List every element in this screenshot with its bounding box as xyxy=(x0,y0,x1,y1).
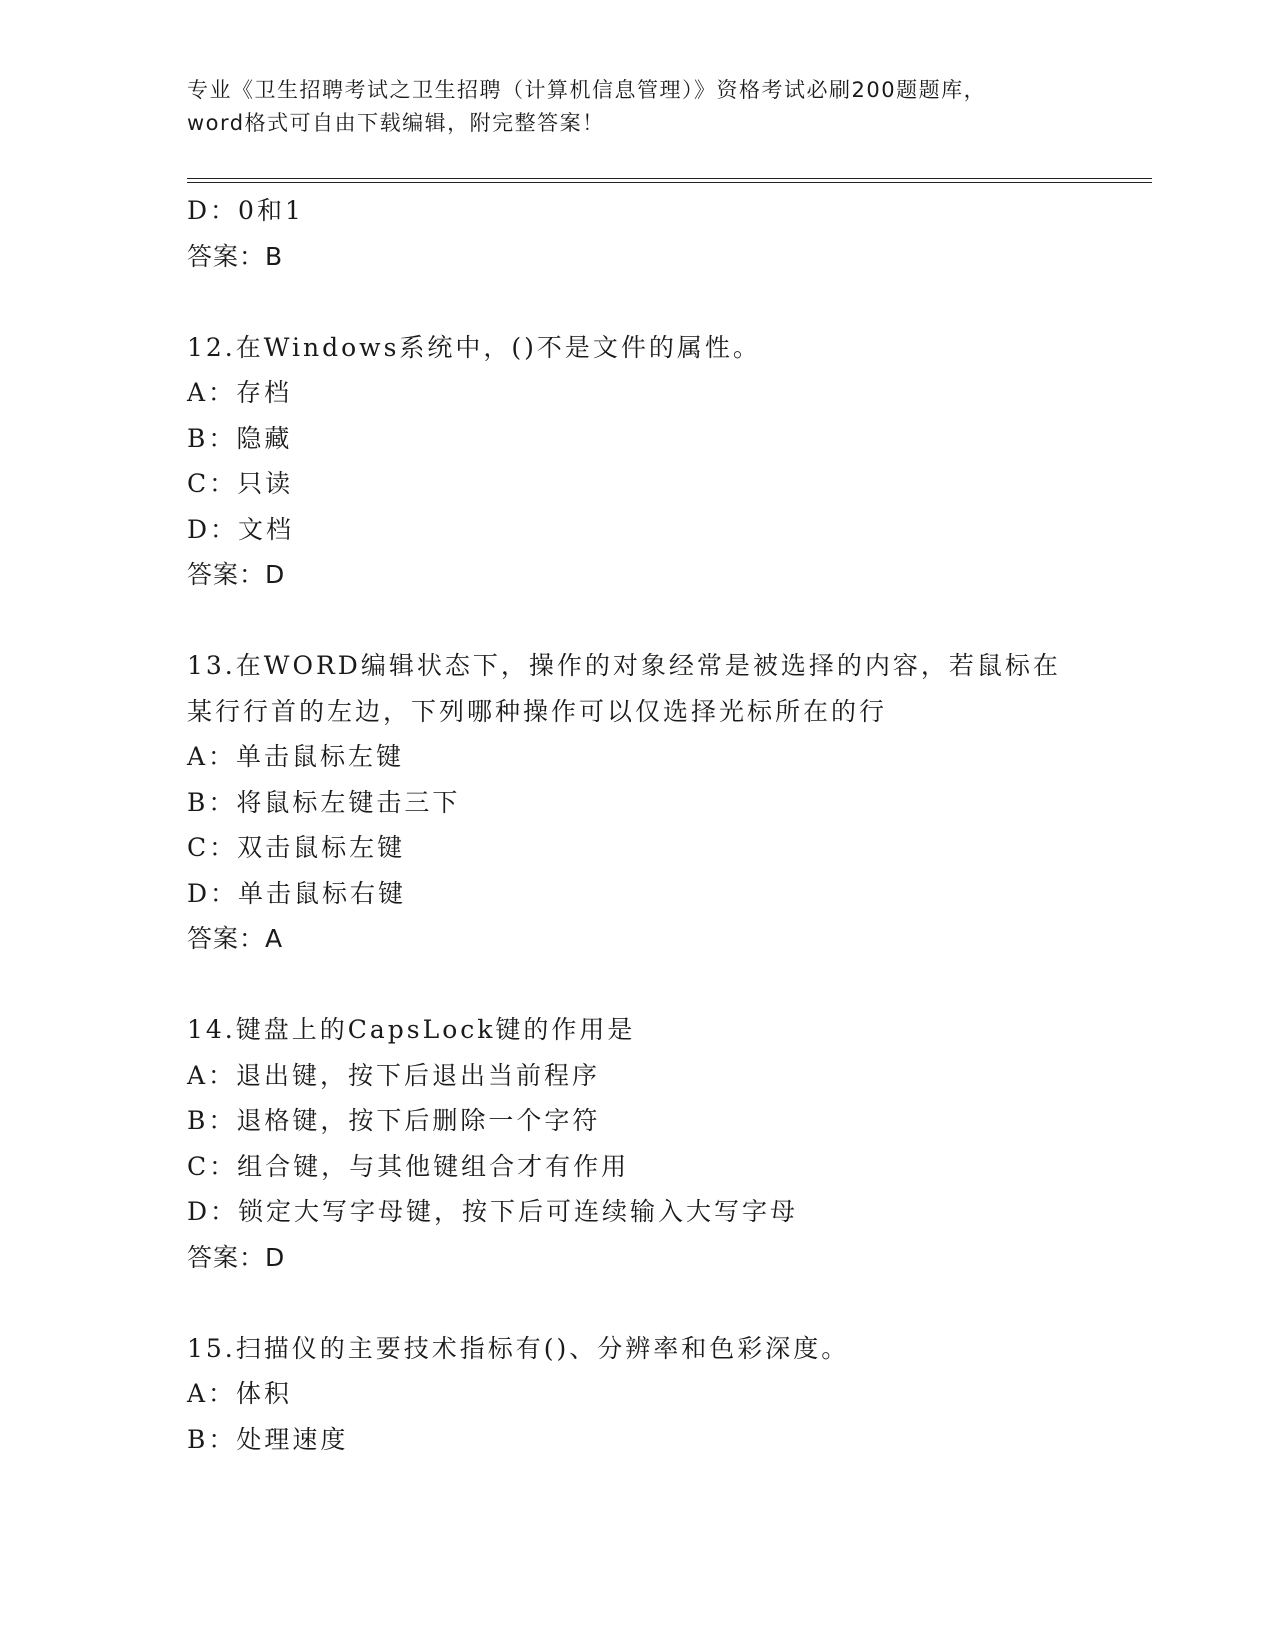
option-a: A：体积 xyxy=(187,1379,293,1408)
spacer xyxy=(187,279,1087,325)
question-11-tail xyxy=(187,188,1087,279)
question-stem: 14.键盘上的CapsLock键的作用是 xyxy=(187,1015,636,1044)
answer-line: 答案：A xyxy=(187,924,284,953)
question-content xyxy=(187,188,1087,1462)
answer-line: 答案：B xyxy=(187,241,284,271)
page-header xyxy=(187,74,1087,140)
question-stem-continued: 某行行首的左边，下列哪种操作可以仅选择光标所在的行 xyxy=(187,696,888,726)
option-c: C：只读 xyxy=(187,469,294,498)
question-12 xyxy=(187,325,1087,598)
header-line-2: word格式可自由下载编辑，附完整答案！ xyxy=(187,111,605,135)
question-13 xyxy=(187,643,1087,962)
option-d: D：锁定大写字母键，按下后可连续输入大写字母 xyxy=(187,1197,799,1226)
option-d: D：单击鼠标右键 xyxy=(187,878,407,908)
option-b: B：退格键，按下后删除一个字符 xyxy=(187,1106,601,1135)
spacer xyxy=(187,962,1087,1008)
option-c: C：双击鼠标左键 xyxy=(187,833,406,862)
spacer xyxy=(187,1280,1087,1326)
option-b: B：隐藏 xyxy=(187,423,293,453)
question-stem: 13.在WORD编辑状态下，操作的对象经常是被选择的内容，若鼠标在 xyxy=(187,651,1061,680)
answer-line: 答案：D xyxy=(187,560,286,589)
option-d: D：0和1 xyxy=(187,196,304,225)
spacer xyxy=(187,598,1087,644)
header-line-1: 专业《卫生招聘考试之卫生招聘（计算机信息管理）》资格考试必刷200题题库， xyxy=(187,78,987,102)
option-a: A：退出键，按下后退出当前程序 xyxy=(187,1060,601,1090)
header-double-rule xyxy=(187,178,1152,183)
option-b: B：处理速度 xyxy=(187,1424,349,1454)
answer-line: 答案：D xyxy=(187,1242,286,1272)
question-15 xyxy=(187,1326,1087,1463)
option-c: C：组合键，与其他键组合才有作用 xyxy=(187,1151,630,1181)
question-14 xyxy=(187,1007,1087,1280)
question-stem: 12.在Windows系统中，()不是文件的属性。 xyxy=(187,332,761,362)
option-a: A：存档 xyxy=(187,378,293,407)
option-a: A：单击鼠标左键 xyxy=(187,742,405,771)
question-stem: 15.扫描仪的主要技术指标有()、分辨率和色彩深度。 xyxy=(187,1333,850,1363)
option-d: D：文档 xyxy=(187,514,295,544)
option-b: B：将鼠标左键击三下 xyxy=(187,787,461,817)
